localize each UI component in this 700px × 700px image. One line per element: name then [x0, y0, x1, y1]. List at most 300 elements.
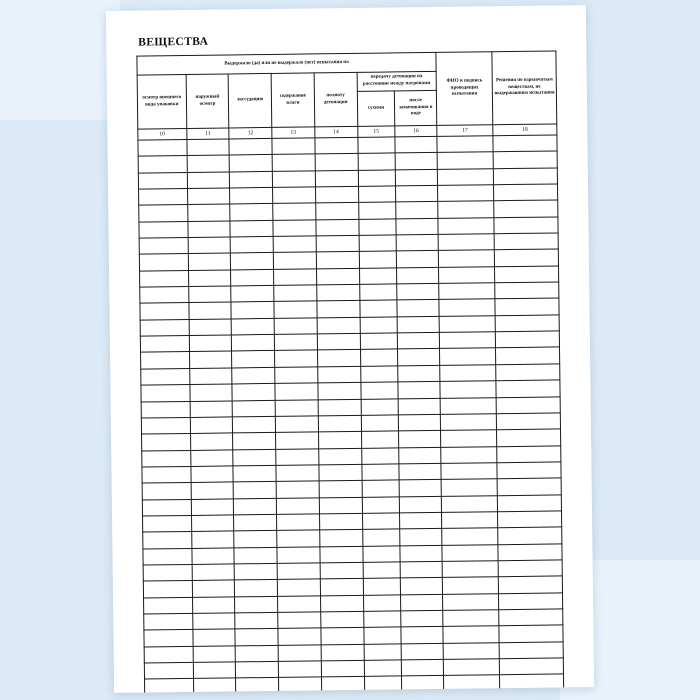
table-cell[interactable] — [274, 318, 317, 335]
table-cell[interactable] — [320, 530, 363, 547]
table-cell[interactable] — [188, 286, 231, 303]
table-cell[interactable] — [396, 185, 438, 202]
table-cell[interactable] — [442, 577, 498, 594]
table-cell[interactable] — [276, 497, 319, 514]
table-cell[interactable] — [190, 400, 233, 417]
table-cell[interactable] — [497, 445, 561, 462]
table-cell[interactable] — [360, 317, 398, 334]
table-cell[interactable] — [274, 285, 317, 302]
table-cell[interactable] — [398, 398, 440, 415]
table-cell[interactable] — [359, 235, 397, 252]
table-cell[interactable] — [276, 448, 319, 465]
table-cell[interactable] — [495, 266, 559, 283]
table-cell[interactable] — [191, 498, 234, 515]
table-cell[interactable] — [442, 544, 498, 561]
table-cell[interactable] — [398, 365, 440, 382]
table-cell[interactable] — [235, 629, 278, 646]
table-cell[interactable] — [363, 562, 401, 579]
table-cell[interactable] — [193, 629, 236, 646]
table-cell[interactable] — [274, 301, 317, 318]
table-cell[interactable] — [439, 266, 495, 283]
table-cell[interactable] — [143, 548, 192, 565]
table-cell[interactable] — [399, 463, 441, 480]
table-cell[interactable] — [190, 417, 233, 434]
table-cell[interactable] — [360, 349, 398, 366]
table-cell[interactable] — [234, 547, 277, 564]
table-cell[interactable] — [438, 217, 494, 234]
table-cell[interactable] — [142, 450, 191, 467]
table-cell[interactable] — [400, 529, 442, 546]
table-cell[interactable] — [317, 301, 360, 318]
table-cell[interactable] — [437, 152, 493, 169]
table-cell[interactable] — [397, 284, 439, 301]
table-cell[interactable] — [496, 380, 560, 397]
table-cell[interactable] — [439, 283, 495, 300]
table-cell[interactable] — [139, 189, 188, 206]
table-cell[interactable] — [363, 595, 401, 612]
table-cell[interactable] — [233, 482, 276, 499]
table-cell[interactable] — [318, 383, 361, 400]
table-cell[interactable] — [229, 138, 272, 155]
table-cell[interactable] — [396, 218, 438, 235]
table-cell[interactable] — [362, 545, 400, 562]
table-cell[interactable] — [401, 627, 443, 644]
table-cell[interactable] — [315, 154, 358, 171]
table-cell[interactable] — [439, 299, 495, 316]
table-cell[interactable] — [141, 368, 190, 385]
table-cell[interactable] — [362, 496, 400, 513]
table-cell[interactable] — [187, 172, 230, 189]
table-cell[interactable] — [278, 661, 321, 678]
table-cell[interactable] — [140, 336, 189, 353]
table-cell[interactable] — [144, 662, 193, 679]
table-cell[interactable] — [145, 679, 194, 693]
table-cell[interactable] — [400, 496, 442, 513]
table-cell[interactable] — [437, 136, 493, 153]
table-cell[interactable] — [396, 169, 438, 186]
table-cell[interactable] — [361, 464, 399, 481]
table-cell[interactable] — [493, 151, 557, 168]
table-cell[interactable] — [188, 253, 231, 270]
table-cell[interactable] — [494, 217, 558, 234]
table-cell[interactable] — [439, 316, 495, 333]
table-cell[interactable] — [139, 205, 188, 222]
table-cell[interactable] — [364, 676, 402, 693]
table-cell[interactable] — [277, 579, 320, 596]
table-cell[interactable] — [142, 434, 191, 451]
table-cell[interactable] — [401, 643, 443, 660]
table-cell[interactable] — [187, 139, 230, 156]
table-cell[interactable] — [140, 287, 189, 304]
table-cell[interactable] — [439, 332, 495, 349]
table-cell[interactable] — [230, 171, 273, 188]
table-cell[interactable] — [438, 234, 494, 251]
table-cell[interactable] — [192, 548, 235, 565]
table-cell[interactable] — [274, 334, 317, 351]
table-cell[interactable] — [500, 674, 564, 691]
table-cell[interactable] — [500, 658, 564, 675]
table-cell[interactable] — [231, 253, 274, 270]
table-cell[interactable] — [359, 251, 397, 268]
table-cell[interactable] — [442, 561, 498, 578]
table-cell[interactable] — [142, 499, 191, 516]
table-cell[interactable] — [497, 429, 561, 446]
table-cell[interactable] — [230, 236, 273, 253]
table-cell[interactable] — [235, 645, 278, 662]
table-cell[interactable] — [273, 220, 316, 237]
table-cell[interactable] — [402, 676, 444, 693]
table-cell[interactable] — [273, 236, 316, 253]
table-cell[interactable] — [397, 251, 439, 268]
table-cell[interactable] — [493, 135, 557, 152]
table-cell[interactable] — [317, 334, 360, 351]
table-cell[interactable] — [234, 498, 277, 515]
table-cell[interactable] — [140, 270, 189, 287]
table-cell[interactable] — [443, 610, 499, 627]
table-cell[interactable] — [279, 677, 322, 693]
table-cell[interactable] — [235, 580, 278, 597]
table-cell[interactable] — [399, 431, 441, 448]
table-cell[interactable] — [399, 414, 441, 431]
table-cell[interactable] — [441, 479, 497, 496]
table-cell[interactable] — [498, 560, 562, 577]
table-cell[interactable] — [438, 201, 494, 218]
table-cell[interactable] — [234, 531, 277, 548]
table-cell[interactable] — [233, 465, 276, 482]
table-cell[interactable] — [496, 347, 560, 364]
table-cell[interactable] — [320, 579, 363, 596]
table-cell[interactable] — [276, 481, 319, 498]
table-cell[interactable] — [495, 282, 559, 299]
table-cell[interactable] — [397, 316, 439, 333]
table-cell[interactable] — [359, 300, 397, 317]
table-cell[interactable] — [317, 284, 360, 301]
table-cell[interactable] — [361, 431, 399, 448]
table-cell[interactable] — [321, 660, 364, 677]
table-cell[interactable] — [139, 254, 188, 271]
table-cell[interactable] — [358, 219, 396, 236]
table-cell[interactable] — [363, 627, 401, 644]
table-cell[interactable] — [401, 578, 443, 595]
table-cell[interactable] — [141, 352, 190, 369]
table-cell[interactable] — [233, 449, 276, 466]
table-cell[interactable] — [275, 367, 318, 384]
table-cell[interactable] — [498, 494, 562, 511]
table-cell[interactable] — [437, 168, 493, 185]
table-cell[interactable] — [275, 383, 318, 400]
table-cell[interactable] — [272, 171, 315, 188]
table-cell[interactable] — [143, 581, 192, 598]
table-cell[interactable] — [438, 250, 494, 267]
table-cell[interactable] — [143, 532, 192, 549]
table-cell[interactable] — [316, 219, 359, 236]
table-cell[interactable] — [358, 170, 396, 187]
table-cell[interactable] — [399, 447, 441, 464]
table-cell[interactable] — [499, 625, 563, 642]
table-cell[interactable] — [494, 233, 558, 250]
table-cell[interactable] — [230, 220, 273, 237]
table-cell[interactable] — [187, 155, 230, 172]
table-cell[interactable] — [440, 414, 496, 431]
table-cell[interactable] — [187, 188, 230, 205]
table-cell[interactable] — [191, 515, 234, 532]
table-cell[interactable] — [277, 514, 320, 531]
table-cell[interactable] — [277, 530, 320, 547]
table-cell[interactable] — [315, 137, 358, 154]
table-cell[interactable] — [275, 350, 318, 367]
table-cell[interactable] — [192, 613, 235, 630]
table-cell[interactable] — [495, 249, 559, 266]
table-cell[interactable] — [364, 660, 402, 677]
table-cell[interactable] — [398, 333, 440, 350]
table-cell[interactable] — [400, 561, 442, 578]
table-cell[interactable] — [364, 644, 402, 661]
table-cell[interactable] — [362, 529, 400, 546]
table-cell[interactable] — [497, 462, 561, 479]
table-cell[interactable] — [444, 675, 500, 692]
table-cell[interactable] — [397, 300, 439, 317]
table-cell[interactable] — [499, 593, 563, 610]
table-cell[interactable] — [316, 203, 359, 220]
table-cell[interactable] — [138, 139, 187, 156]
table-cell[interactable] — [361, 398, 399, 415]
table-cell[interactable] — [278, 645, 321, 662]
table-cell[interactable] — [443, 659, 499, 676]
table-cell[interactable] — [144, 630, 193, 647]
table-cell[interactable] — [192, 580, 235, 597]
table-cell[interactable] — [189, 302, 232, 319]
table-cell[interactable] — [360, 333, 398, 350]
table-cell[interactable] — [395, 153, 437, 170]
table-cell[interactable] — [142, 483, 191, 500]
table-cell[interactable] — [232, 335, 275, 352]
table-cell[interactable] — [233, 433, 276, 450]
table-cell[interactable] — [358, 186, 396, 203]
table-cell[interactable] — [499, 609, 563, 626]
table-cell[interactable] — [359, 284, 397, 301]
table-cell[interactable] — [319, 513, 362, 530]
table-cell[interactable] — [318, 432, 361, 449]
table-cell[interactable] — [496, 396, 560, 413]
table-cell[interactable] — [401, 594, 443, 611]
table-cell[interactable] — [275, 399, 318, 416]
table-cell[interactable] — [396, 234, 438, 251]
table-cell[interactable] — [141, 417, 190, 434]
table-cell[interactable] — [443, 593, 499, 610]
table-cell[interactable] — [398, 349, 440, 366]
table-cell[interactable] — [360, 382, 398, 399]
table-cell[interactable] — [496, 331, 560, 348]
table-cell[interactable] — [358, 153, 396, 170]
table-cell[interactable] — [191, 482, 234, 499]
table-cell[interactable] — [190, 384, 233, 401]
table-cell[interactable] — [395, 136, 437, 153]
table-cell[interactable] — [190, 433, 233, 450]
table-cell[interactable] — [188, 221, 231, 238]
table-cell[interactable] — [320, 595, 363, 612]
table-cell[interactable] — [144, 613, 193, 630]
table-cell[interactable] — [141, 401, 190, 418]
table-cell[interactable] — [315, 186, 358, 203]
table-cell[interactable] — [235, 596, 278, 613]
table-cell[interactable] — [399, 480, 441, 497]
table-cell[interactable] — [494, 168, 558, 185]
table-cell[interactable] — [499, 642, 563, 659]
table-cell[interactable] — [274, 269, 317, 286]
table-cell[interactable] — [496, 364, 560, 381]
table-cell[interactable] — [442, 528, 498, 545]
table-cell[interactable] — [190, 449, 233, 466]
table-cell[interactable] — [318, 399, 361, 416]
table-cell[interactable] — [232, 400, 275, 417]
table-cell[interactable] — [398, 382, 440, 399]
table-cell[interactable] — [495, 298, 559, 315]
table-cell[interactable] — [232, 384, 275, 401]
table-cell[interactable] — [320, 562, 363, 579]
table-cell[interactable] — [189, 335, 232, 352]
table-cell[interactable] — [499, 576, 563, 593]
table-cell[interactable] — [362, 513, 400, 530]
table-cell[interactable] — [140, 303, 189, 320]
table-cell[interactable] — [278, 628, 321, 645]
table-cell[interactable] — [396, 202, 438, 219]
table-cell[interactable] — [272, 154, 315, 171]
table-cell[interactable] — [317, 350, 360, 367]
table-cell[interactable] — [189, 368, 232, 385]
table-cell[interactable] — [144, 597, 193, 614]
table-cell[interactable] — [272, 138, 315, 155]
table-cell[interactable] — [498, 544, 562, 561]
table-cell[interactable] — [321, 677, 364, 693]
table-cell[interactable] — [318, 366, 361, 383]
table-cell[interactable] — [231, 286, 274, 303]
table-cell[interactable] — [231, 318, 274, 335]
table-cell[interactable] — [230, 204, 273, 221]
table-cell[interactable] — [236, 678, 279, 693]
table-cell[interactable] — [498, 511, 562, 528]
table-cell[interactable] — [273, 203, 316, 220]
table-cell[interactable] — [317, 317, 360, 334]
table-cell[interactable] — [358, 202, 396, 219]
table-cell[interactable] — [400, 545, 442, 562]
table-cell[interactable] — [498, 527, 562, 544]
table-cell[interactable] — [144, 646, 193, 663]
table-cell[interactable] — [442, 512, 498, 529]
table-cell[interactable] — [359, 268, 397, 285]
table-cell[interactable] — [142, 466, 191, 483]
table-cell[interactable] — [319, 481, 362, 498]
table-cell[interactable] — [193, 662, 236, 679]
table-cell[interactable] — [495, 315, 559, 332]
table-cell[interactable] — [141, 385, 190, 402]
table-cell[interactable] — [139, 221, 188, 238]
table-cell[interactable] — [232, 351, 275, 368]
table-cell[interactable] — [362, 480, 400, 497]
table-cell[interactable] — [321, 644, 364, 661]
table-cell[interactable] — [189, 319, 232, 336]
table-cell[interactable] — [440, 381, 496, 398]
table-cell[interactable] — [319, 448, 362, 465]
table-cell[interactable] — [397, 267, 439, 284]
table-cell[interactable] — [318, 415, 361, 432]
table-cell[interactable] — [191, 531, 234, 548]
table-cell[interactable] — [363, 611, 401, 628]
table-cell[interactable] — [138, 156, 187, 173]
table-cell[interactable] — [321, 611, 364, 628]
table-cell[interactable] — [273, 187, 316, 204]
table-cell[interactable] — [315, 170, 358, 187]
table-cell[interactable] — [443, 626, 499, 643]
table-cell[interactable] — [363, 578, 401, 595]
table-cell[interactable] — [278, 596, 321, 613]
table-cell[interactable] — [494, 200, 558, 217]
table-cell[interactable] — [273, 252, 316, 269]
table-cell[interactable] — [229, 155, 272, 172]
table-cell[interactable] — [235, 612, 278, 629]
table-cell[interactable] — [230, 187, 273, 204]
table-cell[interactable] — [361, 415, 399, 432]
table-cell[interactable] — [277, 563, 320, 580]
table-cell[interactable] — [401, 610, 443, 627]
table-cell[interactable] — [192, 597, 235, 614]
table-cell[interactable] — [361, 447, 399, 464]
table-cell[interactable] — [143, 564, 192, 581]
table-cell[interactable] — [138, 172, 187, 189]
table-cell[interactable] — [438, 185, 494, 202]
table-cell[interactable] — [440, 397, 496, 414]
table-cell[interactable] — [494, 184, 558, 201]
table-cell[interactable] — [441, 495, 497, 512]
table-cell[interactable] — [276, 465, 319, 482]
table-cell[interactable] — [402, 659, 444, 676]
table-cell[interactable] — [188, 270, 231, 287]
table-cell[interactable] — [188, 237, 231, 254]
table-cell[interactable] — [316, 268, 359, 285]
table-cell[interactable] — [234, 514, 277, 531]
table-cell[interactable] — [316, 252, 359, 269]
table-cell[interactable] — [234, 563, 277, 580]
table-cell[interactable] — [319, 464, 362, 481]
table-cell[interactable] — [231, 269, 274, 286]
table-cell[interactable] — [276, 432, 319, 449]
table-cell[interactable] — [441, 446, 497, 463]
table-cell[interactable] — [321, 628, 364, 645]
table-cell[interactable] — [192, 564, 235, 581]
table-cell[interactable] — [275, 416, 318, 433]
table-cell[interactable] — [319, 497, 362, 514]
table-cell[interactable] — [320, 546, 363, 563]
table-cell[interactable] — [187, 204, 230, 221]
table-cell[interactable] — [191, 466, 234, 483]
table-cell[interactable] — [497, 413, 561, 430]
table-cell[interactable] — [497, 478, 561, 495]
table-cell[interactable] — [193, 646, 236, 663]
table-cell[interactable] — [143, 515, 192, 532]
table-cell[interactable] — [441, 430, 497, 447]
table-cell[interactable] — [139, 238, 188, 255]
table-cell[interactable] — [400, 512, 442, 529]
table-cell[interactable] — [440, 365, 496, 382]
table-cell[interactable] — [232, 367, 275, 384]
table-cell[interactable] — [140, 319, 189, 336]
table-cell[interactable] — [443, 642, 499, 659]
table-cell[interactable] — [316, 235, 359, 252]
table-cell[interactable] — [236, 661, 279, 678]
table-cell[interactable] — [357, 137, 395, 154]
table-cell[interactable] — [233, 416, 276, 433]
table-cell[interactable] — [189, 351, 232, 368]
table-cell[interactable] — [440, 348, 496, 365]
